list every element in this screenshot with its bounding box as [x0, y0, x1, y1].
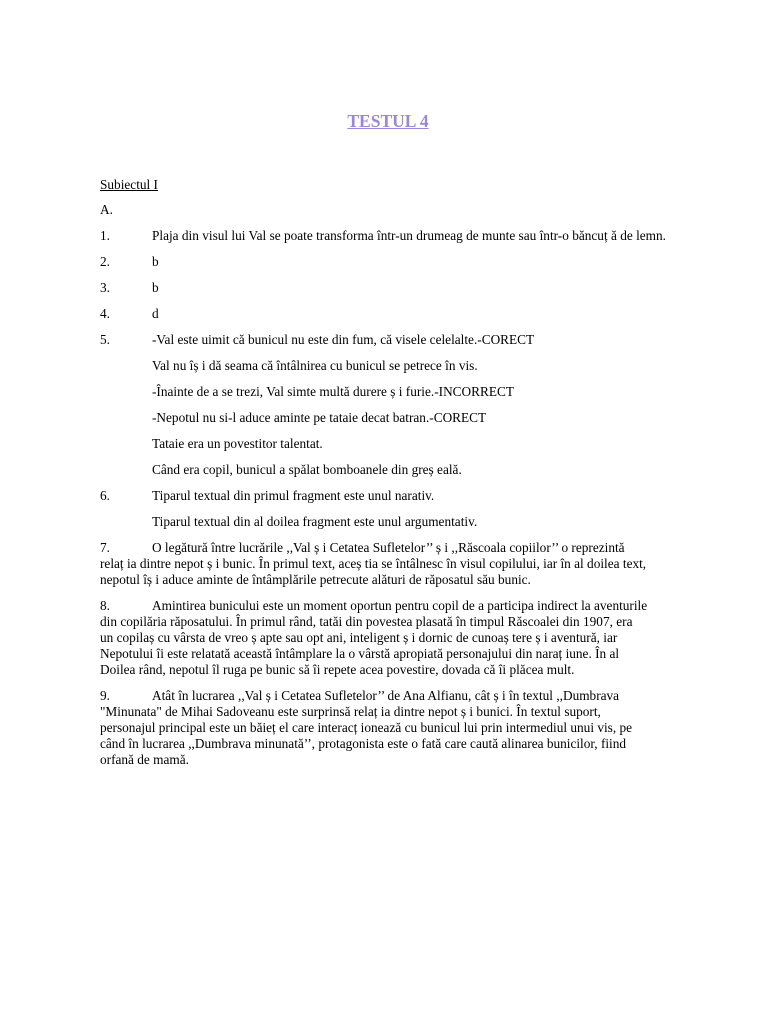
item-6-line: Tiparul textual din al doilea fragment este unul argumentativ. [152, 514, 478, 529]
paragraph-number: 9. [100, 688, 110, 703]
answer-paragraph-9 [100, 688, 690, 768]
item-text: b [152, 280, 159, 295]
paragraph-line-text: Atât în lucrarea ,,Val ș i Cetatea Sufletelor’’ de Ana Alfianu, cât ș i în textul ,,Dumbrava [152, 688, 620, 703]
paragraph-line: un copilaș cu vârsta de vreo ș apte sau opt ani, inteligent ș i dornic de cunoaș tere ș i aventură, iar [100, 630, 618, 645]
paragraph-line: orfană de mamă. [100, 752, 189, 767]
item-number: 4. [100, 306, 110, 321]
paragraph-number: 7. [100, 540, 110, 555]
paragraph-line-text: O legătură între lucrările ,,Val ș i Cetatea Sufletelor’’ ș i ,,Răscoala copiilor’’ o reprezintă [152, 540, 625, 555]
answer-item-5 [100, 332, 690, 348]
paragraph-line: "Minunata" de Mihai Sadoveanu este surprinsă relaț ia dintre nepot ș i bunici. În textul suport, [100, 704, 601, 719]
document-body [100, 177, 690, 778]
item-5-line: Val nu îș i dă seama că întâlnirea cu bunicul se petrece în vis. [152, 358, 478, 373]
item-5-line: -Înainte de a se trezi, Val simte multă durere ș i furie.-INCORRECT [152, 384, 514, 399]
paragraph-line [100, 598, 690, 614]
subject-heading: Subiectul I [100, 177, 158, 192]
item-text: Tiparul textual din primul fragment este unul narativ. [152, 488, 435, 503]
answer-paragraph-7 [100, 540, 690, 588]
part-label: A. [100, 202, 113, 217]
paragraph-line: personajul principal este un băieț el care interacț ionează cu bunicul lui prin intermediul unui vis, pe [100, 720, 633, 735]
item-number: 1. [100, 228, 110, 243]
page-title: TESTUL 4 [347, 111, 429, 131]
paragraph-line-text: Amintirea bunicului este un moment oportun pentru copil de a participa indirect la aventurile [152, 598, 648, 613]
paragraph-number: 8. [100, 598, 110, 613]
answer-item-1 [100, 228, 690, 244]
item-number: 6. [100, 488, 110, 503]
item-text: b [152, 254, 159, 269]
paragraph-line: relaț ia dintre nepot ș i bunic. În primul text, aceș tia se întâlnesc în visul copilului, iar în al doilea text, [100, 556, 647, 571]
paragraph-line [100, 688, 690, 704]
item-5-line: -Nepotul nu si-l aduce aminte pe tataie decat batran.-CORECT [152, 410, 487, 425]
paragraph-line: Nepotului îi este relatată această întâmplare la o vârstă apropiată personajului din naraț iune. În al [100, 646, 620, 661]
paragraph-line: când în lucrarea ,,Dumbrava minunată’’, protagonista este o fată care caută alinarea bunicilor, fiind [100, 736, 627, 751]
item-number: 3. [100, 280, 110, 295]
paragraph-line: nepotul îș i aduce aminte de întâmplările petrecute alături de răposatul său bunic. [100, 572, 531, 587]
item-number: 2. [100, 254, 110, 269]
item-text: -Val este uimit că bunicul nu este din fum, că visele celelalte.-CORECT [152, 332, 535, 347]
paragraph-line: din copilăria răposatului. În primul rând, tatăi din povestea plasată în timpul Răscoalei din 1907, era [100, 614, 633, 629]
answer-item-4 [100, 306, 690, 322]
answer-item-3 [100, 280, 690, 296]
answer-item-6 [100, 488, 690, 504]
item-text: Plaja din visul lui Val se poate transforma într-un drumeag de munte sau într-o băncuț ă de lemn. [152, 228, 666, 243]
answer-item-2 [100, 254, 690, 270]
paragraph-line [100, 540, 690, 556]
paragraph-line: Doilea rând, nepotul îl ruga pe bunic să îi repete acea povestire, dovada că îi plăcea mult. [100, 662, 575, 677]
item-5-line: Tataie era un povestitor talentat. [152, 436, 323, 451]
item-number: 5. [100, 332, 110, 347]
item-5-line: Când era copil, bunicul a spălat bomboanele din greș eală. [152, 462, 462, 477]
item-text: d [152, 306, 159, 321]
answer-paragraph-8 [100, 598, 690, 678]
